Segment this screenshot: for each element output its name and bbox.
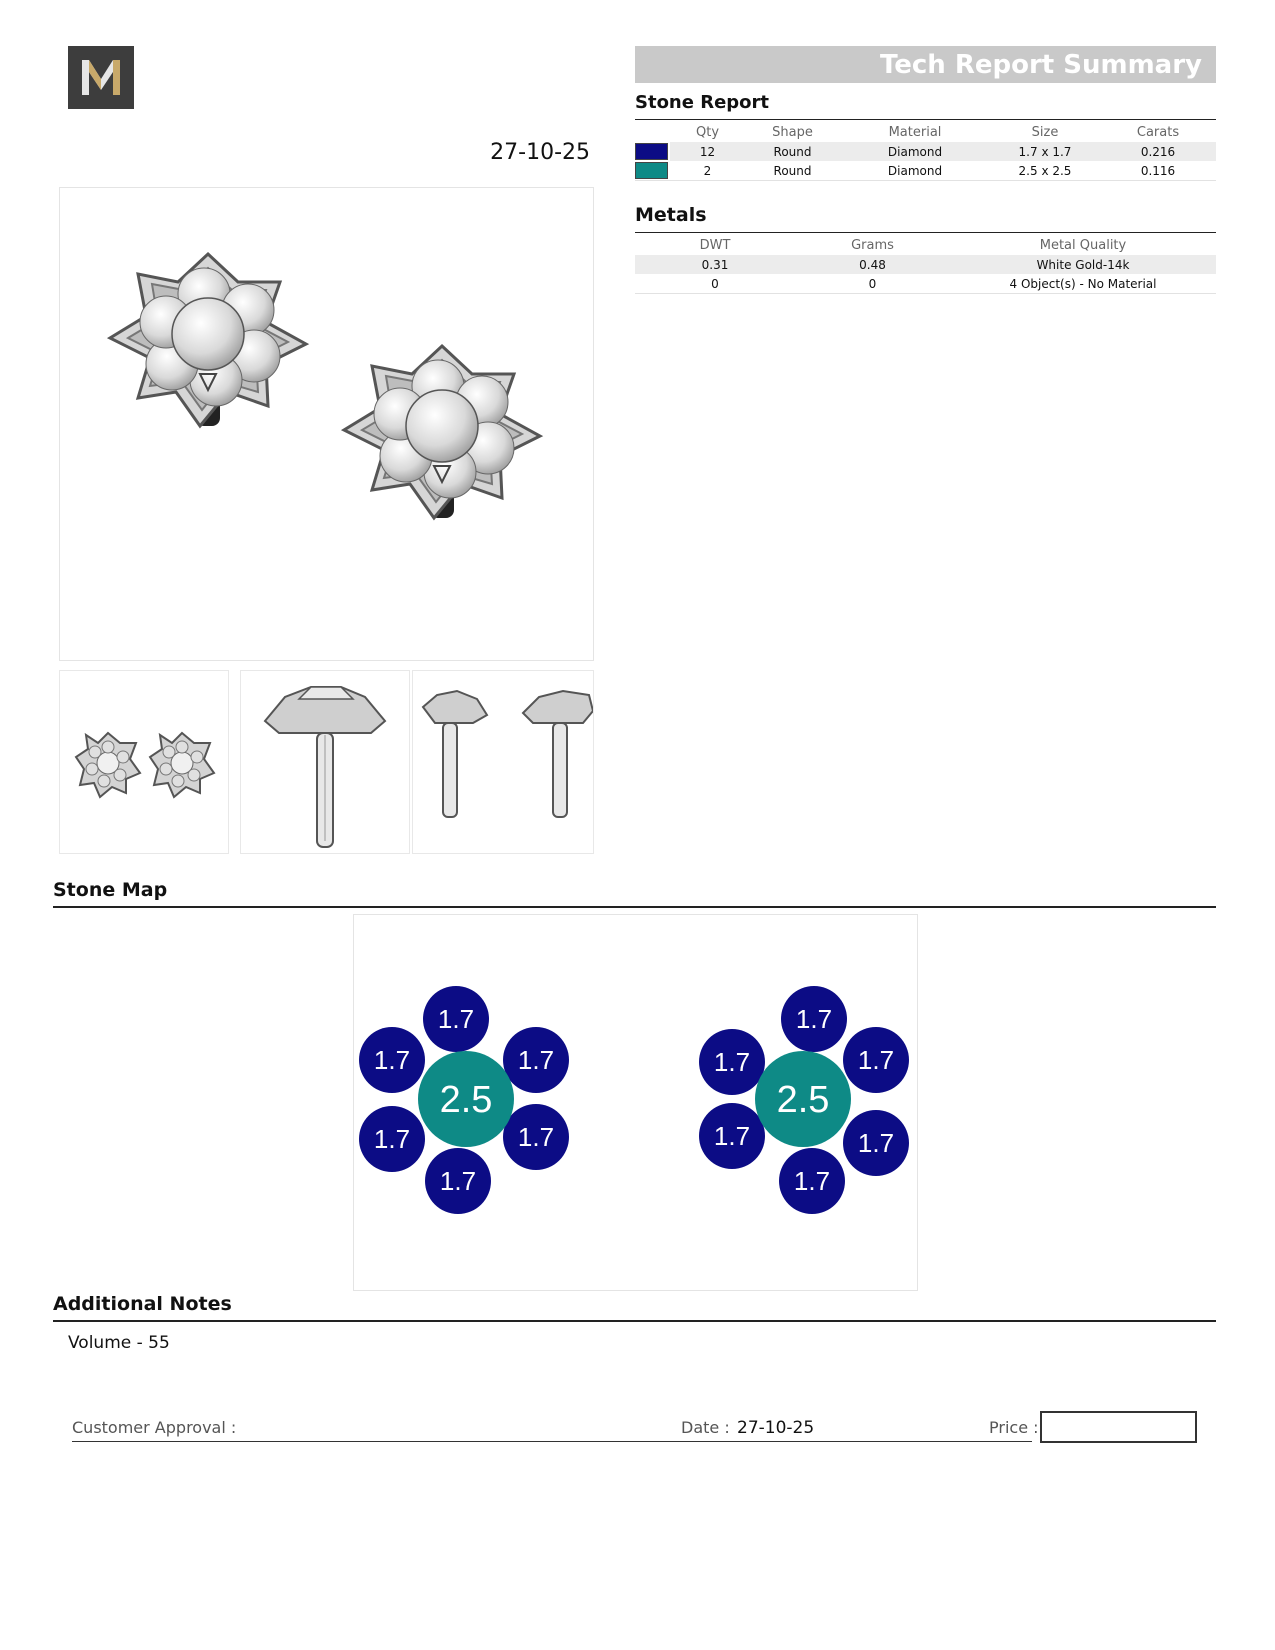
small-stone-label: 1.7 <box>713 1121 751 1151</box>
approval-date-label: Date : <box>681 1418 730 1437</box>
col-metal-quality: Metal Quality <box>1039 237 1127 253</box>
stone-shape: Round <box>745 161 840 181</box>
stone-color-swatch <box>635 143 668 160</box>
earring-side-view-icon <box>241 671 409 853</box>
stone-qty: 2 <box>670 161 745 181</box>
table-row <box>635 142 1216 161</box>
metals-table <box>635 235 1216 294</box>
stone-material: Diamond <box>840 161 990 181</box>
small-stone-label: 1.7 <box>795 1004 833 1034</box>
center-stone-label: 2.5 <box>776 1079 830 1121</box>
earring-pair-illustration <box>60 188 593 660</box>
table-row <box>635 274 1216 294</box>
col-size: Size <box>1031 124 1059 140</box>
price-label: Price : <box>989 1418 1039 1437</box>
center-stone-label: 2.5 <box>439 1079 493 1121</box>
stone-carats: 0.116 <box>1100 161 1216 181</box>
small-stone-label: 1.7 <box>373 1045 411 1075</box>
product-render-main <box>59 187 594 661</box>
small-stone-label: 1.7 <box>517 1122 555 1152</box>
stone-qty: 12 <box>670 142 745 161</box>
earring-top-view-icon <box>60 671 228 853</box>
table-row <box>635 255 1216 274</box>
col-shape: Shape <box>772 124 813 140</box>
stone-shape: Round <box>745 142 840 161</box>
stone-map-title: Stone Map <box>53 879 168 901</box>
metal-grams: 0 <box>795 274 950 294</box>
header-bar <box>635 46 1216 83</box>
stone-material: Diamond <box>840 142 990 161</box>
stone-cluster <box>359 986 569 1214</box>
stone-color-swatch <box>635 162 668 179</box>
small-stone-label: 1.7 <box>437 1004 475 1034</box>
stone-size: 1.7 x 1.7 <box>990 142 1100 161</box>
col-grams: Grams <box>851 237 894 253</box>
col-dwt: DWT <box>699 237 731 253</box>
metals-title: Metals <box>635 204 707 226</box>
thumbnail-side-view[interactable] <box>240 670 410 854</box>
small-stone-label: 1.7 <box>857 1128 895 1158</box>
additional-notes-rule <box>53 1320 1216 1322</box>
stone-map-rule <box>53 906 1216 908</box>
earring-left <box>110 254 306 426</box>
stone-map-svg <box>354 915 917 1290</box>
stone-map-diagram <box>353 914 918 1291</box>
metals-rule <box>635 232 1216 233</box>
stone-report-table <box>635 122 1216 181</box>
stone-cluster <box>699 986 909 1214</box>
metal-dwt: 0.31 <box>635 255 795 274</box>
company-logo <box>68 46 134 109</box>
metal-quality: 4 Object(s) - No Material <box>950 274 1216 294</box>
metal-dwt: 0 <box>635 274 795 294</box>
small-stone-label: 1.7 <box>713 1047 751 1077</box>
stone-report-title: Stone Report <box>635 92 770 113</box>
metals-table-header <box>635 235 1216 255</box>
stone-table-header <box>635 122 1216 142</box>
col-qty: Qty <box>695 124 720 140</box>
small-stone-label: 1.7 <box>793 1166 831 1196</box>
approval-date-value: 27-10-25 <box>737 1418 815 1438</box>
stone-size: 2.5 x 2.5 <box>990 161 1100 181</box>
m-logo-icon <box>68 46 134 109</box>
report-date: 27-10-25 <box>490 140 590 165</box>
metal-grams: 0.48 <box>795 255 950 274</box>
earring-right <box>344 346 540 518</box>
earring-profile-views-icon <box>413 671 593 853</box>
additional-notes-title: Additional Notes <box>53 1293 232 1315</box>
table-row <box>635 161 1216 181</box>
small-stone-label: 1.7 <box>857 1045 895 1075</box>
small-stone-label: 1.7 <box>373 1124 411 1154</box>
approval-signature-line <box>72 1441 1032 1442</box>
report-title: Tech Report Summary <box>879 50 1202 80</box>
customer-approval-label: Customer Approval : <box>72 1418 237 1437</box>
thumbnail-top-view[interactable] <box>59 670 229 854</box>
stone-carats: 0.216 <box>1100 142 1216 161</box>
small-stone-label: 1.7 <box>439 1166 477 1196</box>
thumbnail-profile-views[interactable] <box>412 670 594 854</box>
stone-report-rule <box>635 119 1216 120</box>
small-stone-label: 1.7 <box>517 1045 555 1075</box>
price-input-box[interactable] <box>1040 1411 1197 1443</box>
notes-text: Volume - 55 <box>68 1333 170 1353</box>
col-carats: Carats <box>1136 124 1180 140</box>
col-material: Material <box>888 124 942 140</box>
metal-quality: White Gold-14k <box>950 255 1216 274</box>
